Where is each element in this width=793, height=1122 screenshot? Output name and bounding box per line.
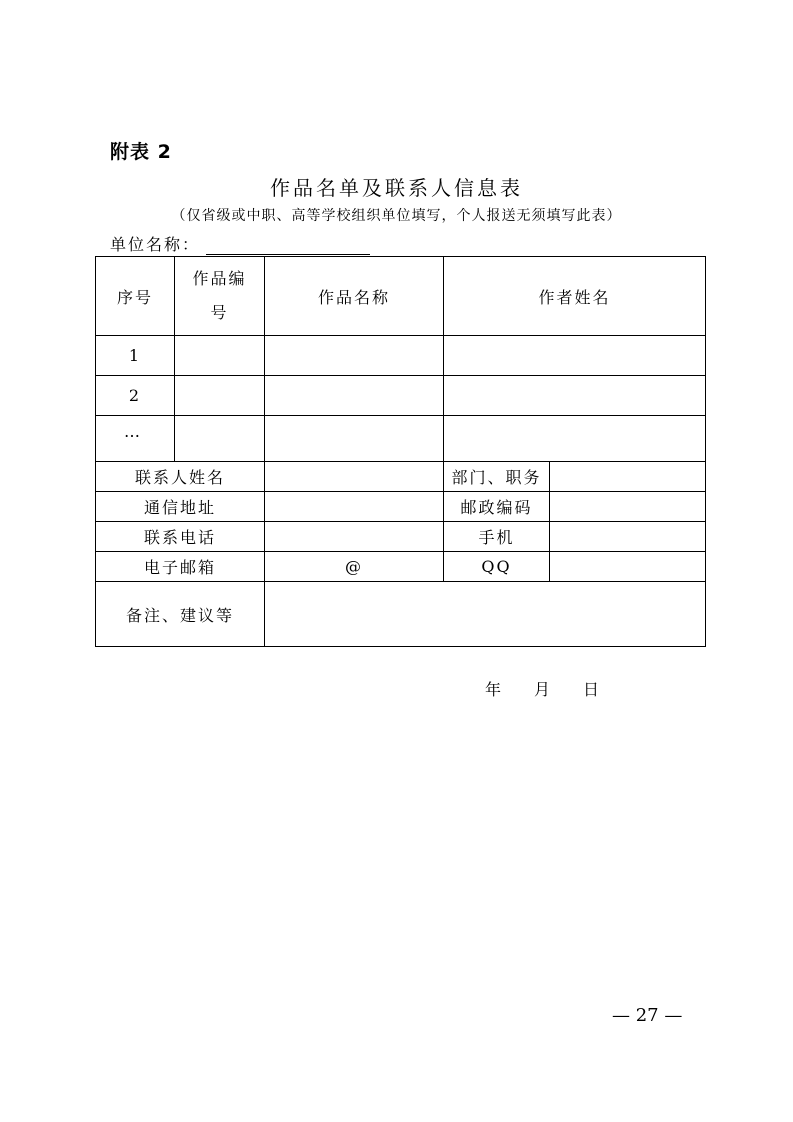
header-work-no-line1: 作品编 xyxy=(192,269,247,288)
dept-title-cell[interactable] xyxy=(550,462,706,492)
qq-cell[interactable] xyxy=(550,552,706,582)
row-work-name-cell[interactable] xyxy=(265,376,444,416)
remarks-cell[interactable] xyxy=(265,582,706,647)
table-header-row xyxy=(96,257,706,336)
row-author-cell[interactable] xyxy=(444,336,706,376)
header-seq: 序号 xyxy=(96,257,175,336)
email-row xyxy=(96,552,706,582)
row-seq: 1 xyxy=(96,336,175,376)
table-row xyxy=(96,416,706,462)
postcode-cell[interactable] xyxy=(550,492,706,522)
email-label: 电子邮箱 xyxy=(96,552,265,582)
phone-row xyxy=(96,522,706,552)
table-row xyxy=(96,376,706,416)
postcode-label: 邮政编码 xyxy=(444,492,550,522)
row-work-name-cell[interactable] xyxy=(265,336,444,376)
row-work-no-cell[interactable] xyxy=(175,336,265,376)
row-work-name-cell[interactable] xyxy=(265,416,444,462)
form-note: （仅省级或中职、高等学校组织单位填写，个人报送无须填写此表） xyxy=(171,208,622,224)
address-row xyxy=(96,492,706,522)
phone-cell[interactable] xyxy=(265,522,444,552)
date-year: 年 xyxy=(485,680,502,699)
contact-name-row xyxy=(96,462,706,492)
dept-title-label: 部门、职务 xyxy=(444,462,550,492)
address-cell[interactable] xyxy=(265,492,444,522)
header-work-no-line2: 号 xyxy=(210,303,229,322)
row-author-cell[interactable] xyxy=(444,416,706,462)
mobile-label: 手机 xyxy=(444,522,550,552)
unit-name-blank[interactable] xyxy=(206,236,370,255)
table-row xyxy=(96,336,706,376)
address-label: 通信地址 xyxy=(96,492,265,522)
page-number: — 27 — xyxy=(612,1005,683,1026)
form-title: 作品名单及联系人信息表 xyxy=(270,176,523,200)
row-seq: … xyxy=(96,416,175,462)
contact-name-label: 联系人姓名 xyxy=(96,462,265,492)
unit-name-field xyxy=(110,232,370,255)
row-author-cell[interactable] xyxy=(444,376,706,416)
date-line xyxy=(485,677,599,700)
unit-name-label: 单位名称： xyxy=(110,235,201,254)
email-cell[interactable]: @ xyxy=(265,552,444,582)
contact-name-cell[interactable] xyxy=(265,462,444,492)
header-work-name: 作品名称 xyxy=(265,257,444,336)
date-month: 月 xyxy=(534,680,551,699)
row-work-no-cell[interactable] xyxy=(175,416,265,462)
remarks-label: 备注、建议等 xyxy=(96,582,265,647)
header-work-no xyxy=(175,257,265,336)
header-author: 作者姓名 xyxy=(444,257,706,336)
works-contact-table xyxy=(95,256,706,647)
remarks-row xyxy=(96,582,706,647)
mobile-cell[interactable] xyxy=(550,522,706,552)
appendix-label: 附表 2 xyxy=(110,141,172,163)
row-work-no-cell[interactable] xyxy=(175,376,265,416)
date-day: 日 xyxy=(583,680,600,699)
phone-label: 联系电话 xyxy=(96,522,265,552)
row-seq: 2 xyxy=(96,376,175,416)
qq-label: QQ xyxy=(444,552,550,582)
